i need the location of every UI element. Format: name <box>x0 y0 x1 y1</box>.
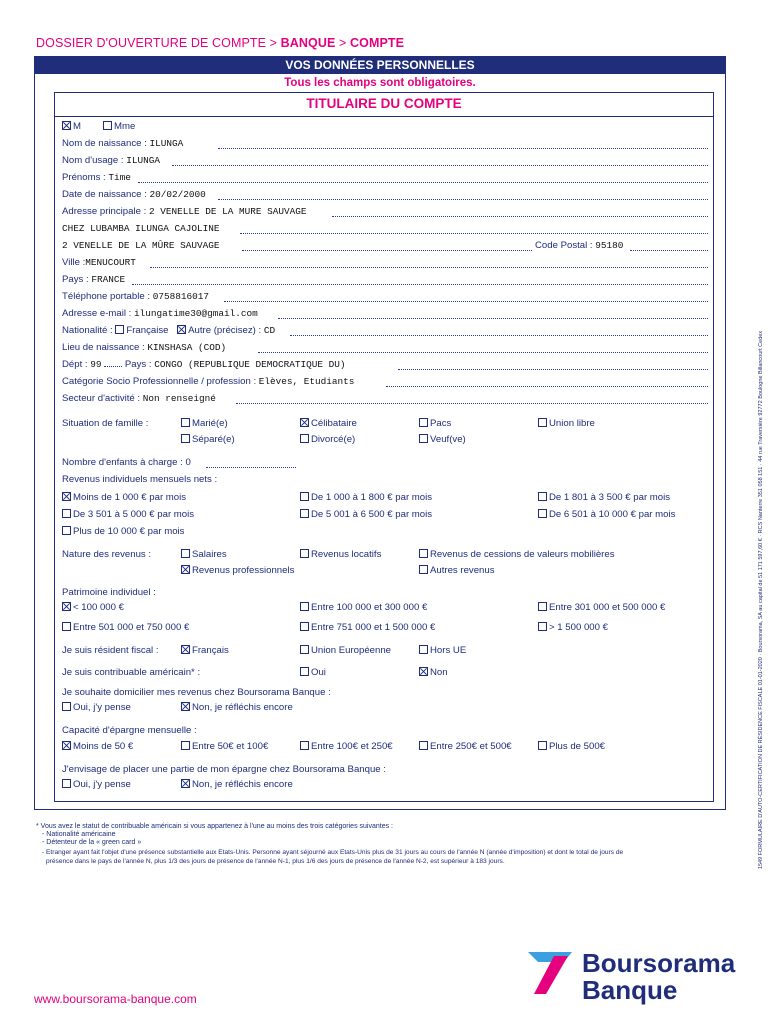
domicilier-option[interactable] <box>181 702 293 713</box>
checkbox-checked-icon[interactable] <box>177 325 186 334</box>
civility-mme-label: Mme <box>114 121 136 132</box>
revenus-option[interactable] <box>300 492 432 503</box>
option-label: Français <box>192 645 229 656</box>
checkbox-icon[interactable] <box>115 325 124 334</box>
checkbox-icon <box>103 121 112 130</box>
checkbox-icon <box>538 741 547 750</box>
famille-option[interactable] <box>419 434 466 445</box>
option-label: Hors UE <box>430 645 467 656</box>
lieu-naissance-field[interactable] <box>62 342 226 353</box>
ville-field[interactable] <box>62 257 136 268</box>
checkbox-checked-icon <box>181 779 190 788</box>
checkbox-icon <box>62 702 71 711</box>
code-postal-field[interactable] <box>535 240 623 251</box>
option-label: Non, je réfléchis encore <box>192 702 293 713</box>
option-label: Célibataire <box>311 418 357 429</box>
section-title: TITULAIRE DU COMPTE <box>306 96 462 111</box>
title-divider <box>54 116 714 117</box>
checkbox-icon <box>419 549 428 558</box>
footnote-line: * Vous avez le statut de contribuable américain si vous appartenez à l'une au moins des trois catégories suivantes : <box>36 823 393 830</box>
nationalite-field[interactable] <box>62 325 275 336</box>
option-label: Moins de 1 000 € par mois <box>73 492 187 503</box>
enfants-field[interactable] <box>62 457 191 468</box>
breadcrumb-sep: > <box>269 36 278 50</box>
revenus-option[interactable] <box>62 526 184 537</box>
checkbox-checked-icon <box>62 121 71 130</box>
section-header: VOS DONNÉES PERSONNELLES <box>34 56 726 74</box>
telephone-label: Téléphone portable : <box>62 291 151 302</box>
nature-option[interactable] <box>419 549 615 560</box>
enfants-value: 0 <box>185 457 191 468</box>
option-label: De 1 801 à 3 500 € par mois <box>549 492 671 503</box>
nature-option[interactable] <box>419 565 495 576</box>
adresse2-value: CHEZ LUBAMBA ILUNGA CAJOLINE <box>62 223 220 234</box>
adresse-value: 2 VENELLE DE LA MURE SAUVAGE <box>148 206 307 217</box>
checkbox-icon <box>181 741 190 750</box>
checkbox-icon <box>419 565 428 574</box>
website-link[interactable]: www.boursorama-banque.com <box>34 992 197 1006</box>
patrimoine-option[interactable] <box>62 622 189 633</box>
revenus-option[interactable] <box>62 492 186 503</box>
checkbox-icon <box>538 492 547 501</box>
domicilier-label: Je souhaite domicilier mes revenus chez Boursorama Banque : <box>62 687 331 698</box>
patrimoine-option[interactable] <box>62 602 124 613</box>
option-label: Entre 50€ et 100€ <box>192 741 269 752</box>
logo-wordmark <box>582 950 735 1004</box>
checkbox-icon <box>62 779 71 788</box>
option-label: Non, je réfléchis encore <box>192 779 293 790</box>
checkbox-icon <box>538 418 547 427</box>
checkbox-checked-icon <box>300 418 309 427</box>
option-label: Oui, j'y pense <box>73 702 131 713</box>
epargne-option[interactable] <box>538 741 605 752</box>
dotted-line <box>132 284 708 285</box>
revenus-option[interactable] <box>300 509 432 520</box>
side-legal-text-content: 1549 FORMULAIRE D'AUTO-CERTIFICATION DE RÉSIDENCE FISCALE 01-01-2020 · Boursorama, SA au capital de 51 171 597,60 € · RCS Nanterre 351 058 151 · 44 rue Traversière 92772 Boulogne Billancourt Cedex <box>758 330 764 870</box>
breadcrumb-part2: BANQUE <box>280 36 336 50</box>
checkbox-icon <box>538 602 547 611</box>
code-postal-value: 95180 <box>595 240 624 251</box>
telephone-value: 0758816017 <box>152 291 209 302</box>
placer-option[interactable] <box>62 779 131 790</box>
checkbox-icon <box>300 492 309 501</box>
nature-option[interactable] <box>181 549 227 560</box>
prenoms-field[interactable] <box>62 172 131 183</box>
ville-value: MENUCOURT <box>85 257 136 268</box>
option-label: Revenus locatifs <box>311 549 382 560</box>
option-label: Union libre <box>549 418 595 429</box>
checkbox-checked-icon <box>62 602 71 611</box>
americain-label: Je suis contribuable américain* : <box>62 667 201 678</box>
nom-usage-label: Nom d'usage : <box>62 155 124 166</box>
required-notice: Tous les champs sont obligatoires. <box>284 77 476 89</box>
nom-naissance-field[interactable] <box>62 138 183 149</box>
adresse-label: Adresse principale : <box>62 206 147 217</box>
revenus-option[interactable] <box>538 509 675 520</box>
checkbox-icon <box>62 509 71 518</box>
email-field[interactable] <box>62 308 258 319</box>
dotted-line <box>386 386 708 387</box>
date-naissance-field[interactable] <box>62 189 206 200</box>
option-label: Veuf(ve) <box>430 434 466 445</box>
option-label: Entre 301 000 et 500 000 € <box>549 602 666 613</box>
option-label: Oui <box>311 667 326 678</box>
option-label: Entre 501 000 et 750 000 € <box>73 622 190 633</box>
patrimoine-option[interactable] <box>538 602 665 613</box>
civility-mme[interactable] <box>103 121 135 132</box>
dotted-line <box>630 250 708 251</box>
nom-usage-field[interactable] <box>62 155 160 166</box>
option-label: Entre 100€ et 250€ <box>311 741 393 752</box>
pays-field[interactable] <box>62 274 125 285</box>
dotted-line <box>218 199 708 200</box>
dotted-line <box>278 318 708 319</box>
fiscal-option[interactable] <box>419 645 466 656</box>
dotted-line <box>150 267 708 268</box>
option-label: Non <box>430 667 448 678</box>
checkbox-icon <box>419 418 428 427</box>
fiscal-option[interactable] <box>300 645 391 656</box>
checkbox-icon <box>300 509 309 518</box>
patrimoine-label: Patrimoine individuel : <box>62 587 156 598</box>
dotted-line <box>172 165 708 166</box>
prenoms-value: Time <box>108 172 131 183</box>
footnote-line: présence dans le pays de l'année N, plus 1/3 des jours de présence de l'année N-1, plus 1/6 des jours de présence de l'année N-2, est supérieur à 183 jours. <box>46 858 505 865</box>
placer-label: J'envisage de placer une partie de mon épargne chez Boursorama Banque : <box>62 764 386 775</box>
option-label: Revenus professionnels <box>192 565 295 576</box>
dept-field[interactable] <box>62 359 346 370</box>
option-label: Pacs <box>430 418 452 429</box>
option-label: Divorcé(e) <box>311 434 356 445</box>
checkbox-icon <box>181 549 190 558</box>
fiscal-label: Je suis résident fiscal : <box>62 645 159 656</box>
revenus-option[interactable] <box>538 492 670 503</box>
dept-pays-value: CONGO (REPUBLIQUE DEMOCRATIQUE DU) <box>154 359 346 370</box>
famille-option[interactable] <box>181 418 228 429</box>
checkbox-checked-icon <box>181 645 190 654</box>
checkbox-icon <box>300 434 309 443</box>
dotted-line <box>242 250 532 251</box>
revenus-label: Revenus individuels mensuels nets : <box>62 474 218 485</box>
checkbox-icon <box>300 549 309 558</box>
checkbox-checked-icon <box>181 702 190 711</box>
nom-naissance-label: Nom de naissance : <box>62 138 147 149</box>
nationalite-francaise-label: Française <box>126 325 169 336</box>
csp-label: Catégorie Socio Professionnelle / profession : <box>62 376 257 387</box>
checkbox-checked-icon <box>181 565 190 574</box>
nature-option[interactable] <box>181 565 294 576</box>
option-label: > 1 500 000 € <box>549 622 608 633</box>
footnote-line: - Nationalité américaine <box>42 831 116 838</box>
option-label: Entre 250€ et 500€ <box>430 741 512 752</box>
epargne-option[interactable] <box>419 741 512 752</box>
patrimoine-option[interactable] <box>538 622 608 633</box>
dept-label: Dépt : <box>62 359 88 370</box>
checkbox-icon <box>181 434 190 443</box>
checkbox-icon <box>538 509 547 518</box>
civility-m-label: M <box>73 121 81 132</box>
nature-label: Nature des revenus : <box>62 549 152 560</box>
secteur-field[interactable] <box>62 393 216 404</box>
americain-option[interactable] <box>300 667 326 678</box>
checkbox-checked-icon <box>62 741 71 750</box>
famille-option[interactable] <box>538 418 595 429</box>
ville-label: Ville : <box>62 257 86 268</box>
checkbox-icon <box>538 622 547 631</box>
lieu-naissance-value: KINSHASA (COD) <box>147 342 227 353</box>
adresse-field[interactable] <box>62 206 306 217</box>
checkbox-icon <box>300 667 309 676</box>
csp-value: Elèves, Etudiants <box>258 376 355 387</box>
checkbox-icon <box>300 622 309 631</box>
enfants-label: Nombre d'enfants à charge : <box>62 457 183 468</box>
checkbox-icon <box>62 622 71 631</box>
checkbox-icon <box>62 526 71 535</box>
famille-option[interactable] <box>300 418 357 429</box>
dept-value: 99 <box>90 359 102 370</box>
civility-m[interactable] <box>62 121 81 132</box>
dept-pays-label: Pays : <box>124 359 152 370</box>
prenoms-label: Prénoms : <box>62 172 106 183</box>
option-label: < 100 000 € <box>73 602 124 613</box>
pays-label: Pays : <box>62 274 89 285</box>
option-label: Moins de 50 € <box>73 741 134 752</box>
domicilier-option[interactable] <box>62 702 131 713</box>
famille-label: Situation de famille : <box>62 418 149 429</box>
famille-option[interactable] <box>181 434 235 445</box>
americain-option[interactable] <box>419 667 448 678</box>
option-label: Séparé(e) <box>192 434 235 445</box>
option-label: Plus de 500€ <box>549 741 606 752</box>
secteur-value: Non renseigné <box>142 393 216 404</box>
pays-value: FRANCE <box>91 274 126 285</box>
option-label: De 6 501 à 10 000 € par mois <box>549 509 676 520</box>
nationalite-autre-label: Autre (précisez) : <box>188 325 262 336</box>
checkbox-icon <box>419 434 428 443</box>
dotted-line <box>224 301 708 302</box>
adresse2-field[interactable] <box>62 223 220 234</box>
breadcrumb-part3: COMPTE <box>350 36 405 50</box>
adresse3-field[interactable] <box>62 240 220 251</box>
nationalite-value: CD <box>263 325 276 336</box>
famille-option[interactable] <box>419 418 451 429</box>
option-label: Autres revenus <box>430 565 495 576</box>
dotted-line <box>236 403 708 404</box>
dotted-line <box>218 148 708 149</box>
placer-option[interactable] <box>181 779 293 790</box>
footnote-line: - Détenteur de la « green card » <box>42 839 142 846</box>
adresse3-value: 2 VENELLE DE LA MÛRE SAUVAGE <box>62 240 220 251</box>
fiscal-option[interactable] <box>181 645 229 656</box>
option-label: De 1 000 à 1 800 € par mois <box>311 492 433 503</box>
option-label: De 5 001 à 6 500 € par mois <box>311 509 433 520</box>
option-label: Salaires <box>192 549 227 560</box>
checkbox-icon <box>300 602 309 611</box>
nature-option[interactable] <box>300 549 381 560</box>
date-naissance-value: 20/02/2000 <box>149 189 206 200</box>
nationalite-label: Nationalité : <box>62 325 113 336</box>
breadcrumb-sep: > <box>339 36 347 50</box>
checkbox-checked-icon <box>419 667 428 676</box>
code-postal-label: Code Postal : <box>535 240 593 251</box>
logo-line2: Banque <box>582 975 678 1005</box>
footnote-line: - Etranger ayant fait l'objet d'une présence substantielle aux Etats-Unis. Personne ayant séjourné aux Etats-Unis plus de 31 jours au cours de l'année N (année d'imposition) et dont le total de jours de <box>42 849 624 856</box>
option-label: Entre 100 000 et 300 000 € <box>311 602 428 613</box>
epargne-label: Capacité d'épargne mensuelle : <box>62 725 197 736</box>
patrimoine-option[interactable] <box>300 602 427 613</box>
dotted-line <box>206 467 296 468</box>
nom-naissance-value: ILUNGA <box>149 138 184 149</box>
nom-usage-value: ILUNGA <box>126 155 160 166</box>
checkbox-icon <box>181 418 190 427</box>
lieu-naissance-label: Lieu de naissance : <box>62 342 145 353</box>
option-label: Union Européenne <box>311 645 392 656</box>
telephone-field[interactable] <box>62 291 209 302</box>
secteur-label: Secteur d'activité : <box>62 393 141 404</box>
breadcrumb-part1: DOSSIER D'OUVERTURE DE COMPTE <box>36 36 267 50</box>
dotted-line <box>138 182 708 183</box>
option-label: De 3 501 à 5 000 € par mois <box>73 509 195 520</box>
dotted-line <box>398 369 708 370</box>
dotted-line <box>104 366 122 367</box>
email-value: ilungatime30@gmail.com <box>133 308 258 319</box>
epargne-option[interactable] <box>181 741 268 752</box>
option-label: Plus de 10 000 € par mois <box>73 526 185 537</box>
checkbox-checked-icon <box>62 492 71 501</box>
boursorama-logo-icon <box>524 948 576 996</box>
checkbox-icon <box>419 645 428 654</box>
option-label: Entre 751 000 et 1 500 000 € <box>311 622 436 633</box>
side-legal-text <box>752 300 768 900</box>
dotted-line <box>258 352 708 353</box>
dotted-line <box>332 216 708 217</box>
epargne-option[interactable] <box>300 741 393 752</box>
patrimoine-option[interactable] <box>300 622 435 633</box>
email-label: Adresse e-mail : <box>62 308 132 319</box>
checkbox-icon <box>419 741 428 750</box>
logo-line1: Boursorama <box>582 948 736 978</box>
epargne-option[interactable] <box>62 741 133 752</box>
dotted-line <box>290 335 708 336</box>
csp-field[interactable] <box>62 376 354 387</box>
option-label: Revenus de cessions de valeurs mobilières <box>430 549 615 560</box>
revenus-option[interactable] <box>62 509 194 520</box>
date-naissance-label: Date de naissance : <box>62 189 147 200</box>
option-label: Marié(e) <box>192 418 228 429</box>
checkbox-icon <box>300 645 309 654</box>
checkbox-icon <box>300 741 309 750</box>
breadcrumb <box>36 36 404 50</box>
famille-option[interactable] <box>300 434 355 445</box>
option-label: Oui, j'y pense <box>73 779 131 790</box>
dotted-line <box>240 233 708 234</box>
